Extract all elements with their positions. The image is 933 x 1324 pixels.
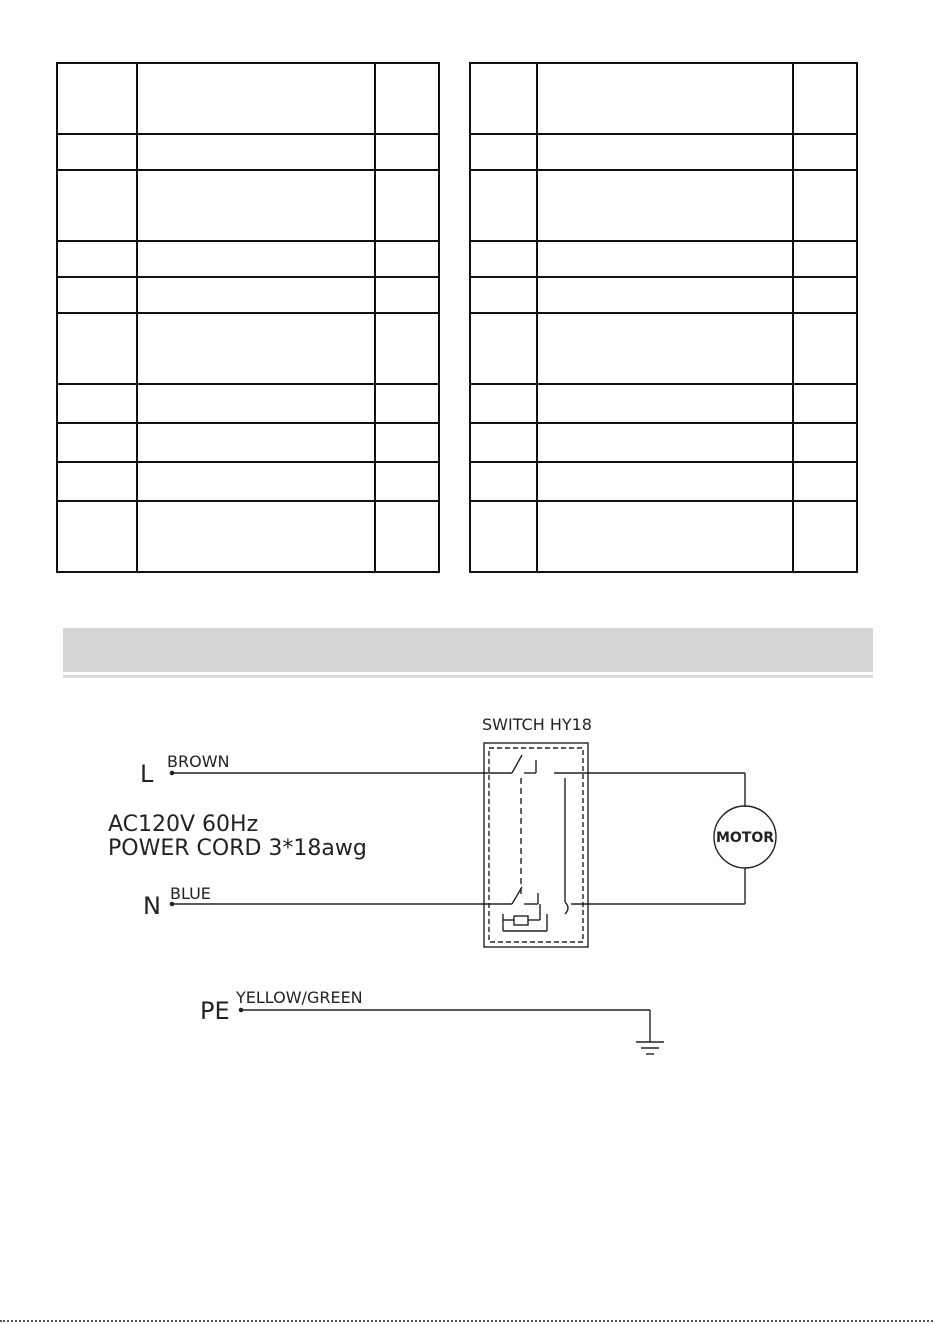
parts-table-left-cell	[137, 423, 375, 462]
parts-table-left-row	[57, 501, 439, 572]
parts-table-left-cell	[57, 134, 137, 170]
supply-spec-line2: POWER CORD 3*18awg	[108, 836, 367, 861]
parts-table-left-row	[57, 313, 439, 384]
earth-label: PE	[200, 997, 230, 1025]
parts-table-left-cell	[57, 313, 137, 384]
parts-table-right-cell	[793, 63, 857, 134]
line-terminal	[170, 771, 173, 774]
parts-table-right-row	[470, 313, 857, 384]
parts-table-right-cell	[470, 462, 537, 501]
parts-table-left-cell	[137, 63, 375, 134]
parts-table-right-cell	[470, 277, 537, 313]
line-label: L	[140, 760, 154, 788]
supply-spec-line1: AC120V 60Hz	[108, 812, 259, 837]
parts-table-right-cell	[793, 501, 857, 572]
line-switch-contact	[512, 755, 522, 773]
earth-terminal	[239, 1008, 242, 1011]
parts-table-right-cell	[470, 241, 537, 277]
parts-table-right-cell	[793, 313, 857, 384]
wire-crossover	[565, 902, 568, 914]
switch-housing-inner	[489, 748, 583, 942]
parts-table-left-cell	[375, 313, 439, 384]
parts-table-left-cell	[375, 423, 439, 462]
parts-table-right-row	[470, 462, 857, 501]
parts-table-left-cell	[375, 170, 439, 241]
parts-table-left-cell	[57, 423, 137, 462]
parts-table-left-row	[57, 134, 439, 170]
parts-table-left-cell	[137, 384, 375, 423]
wiring-diagram	[0, 690, 933, 1080]
parts-table-left-cell	[57, 170, 137, 241]
parts-table-right-cell	[537, 277, 793, 313]
parts-table-left-body	[57, 63, 439, 572]
parts-table-right-cell	[537, 501, 793, 572]
parts-table-left-cell	[57, 462, 137, 501]
parts-table-right-cell	[537, 63, 793, 134]
parts-table-right-row	[470, 241, 857, 277]
parts-table-right-row	[470, 134, 857, 170]
neutral-switch-contact	[512, 887, 522, 904]
parts-table-right-cell	[793, 241, 857, 277]
parts-table-left-cell	[375, 134, 439, 170]
parts-table-left-row	[57, 170, 439, 241]
motor-label: MOTOR	[715, 830, 775, 846]
parts-table-right-cell	[470, 313, 537, 384]
parts-table-right-cell	[537, 462, 793, 501]
parts-table-right-cell	[537, 241, 793, 277]
parts-table-right-cell	[470, 63, 537, 134]
parts-table-left-cell	[137, 170, 375, 241]
parts-table-left-cell	[137, 134, 375, 170]
neutral-label: N	[143, 892, 161, 920]
parts-table-right-cell	[793, 277, 857, 313]
parts-table-right-cell	[537, 170, 793, 241]
parts-table-right-row	[470, 170, 857, 241]
parts-table-right-cell	[793, 170, 857, 241]
parts-table-left-row	[57, 384, 439, 423]
parts-table-left-cell	[137, 313, 375, 384]
section-divider	[63, 675, 873, 678]
parts-table-right-cell	[537, 384, 793, 423]
parts-table-left-cell	[375, 241, 439, 277]
page-bottom-border	[0, 1320, 933, 1322]
parts-table-left-cell	[375, 462, 439, 501]
parts-table-left-row	[57, 63, 439, 134]
parts-table-left-cell	[137, 277, 375, 313]
parts-table-right-cell	[470, 423, 537, 462]
parts-table-right-row	[470, 63, 857, 134]
parts-table-left-cell	[57, 63, 137, 134]
parts-table-right-cell	[793, 423, 857, 462]
parts-table-right-cell	[537, 423, 793, 462]
parts-table-left-cell	[57, 501, 137, 572]
parts-table-left-cell	[57, 277, 137, 313]
parts-table-left-row	[57, 423, 439, 462]
parts-table-right-cell	[470, 501, 537, 572]
parts-table-left-row	[57, 462, 439, 501]
parts-table-left-cell	[57, 384, 137, 423]
parts-table-right-cell	[470, 170, 537, 241]
parts-table-left-row	[57, 241, 439, 277]
parts-table-right-cell	[537, 313, 793, 384]
parts-table-right	[469, 62, 858, 573]
parts-table-right-cell	[793, 384, 857, 423]
parts-table-right-row	[470, 384, 857, 423]
parts-table-left-cell	[137, 462, 375, 501]
parts-table-left-cell	[57, 241, 137, 277]
earth-wire-color: YELLOW/GREEN	[236, 988, 363, 1007]
parts-table-left-cell	[375, 277, 439, 313]
parts-table-left-row	[57, 277, 439, 313]
switch-label: SWITCH HY18	[482, 715, 592, 734]
parts-table-right-cell	[793, 462, 857, 501]
parts-table-right-row	[470, 423, 857, 462]
line-wire-color: BROWN	[167, 752, 230, 771]
parts-table-left-cell	[375, 63, 439, 134]
parts-table-right-cell	[537, 134, 793, 170]
parts-table-right-body	[470, 63, 857, 572]
neutral-wire-color: BLUE	[170, 884, 211, 903]
parts-table-right-cell	[470, 134, 537, 170]
parts-table-left-cell	[375, 384, 439, 423]
relay-coil	[514, 916, 528, 925]
parts-table-left	[56, 62, 440, 573]
parts-table-right-cell	[470, 384, 537, 423]
parts-table-right-row	[470, 501, 857, 572]
parts-table-left-cell	[375, 501, 439, 572]
parts-table-right-row	[470, 277, 857, 313]
section-header-bar	[63, 628, 873, 672]
parts-table-right-cell	[793, 134, 857, 170]
parts-table-left-cell	[137, 241, 375, 277]
parts-table-left-cell	[137, 501, 375, 572]
